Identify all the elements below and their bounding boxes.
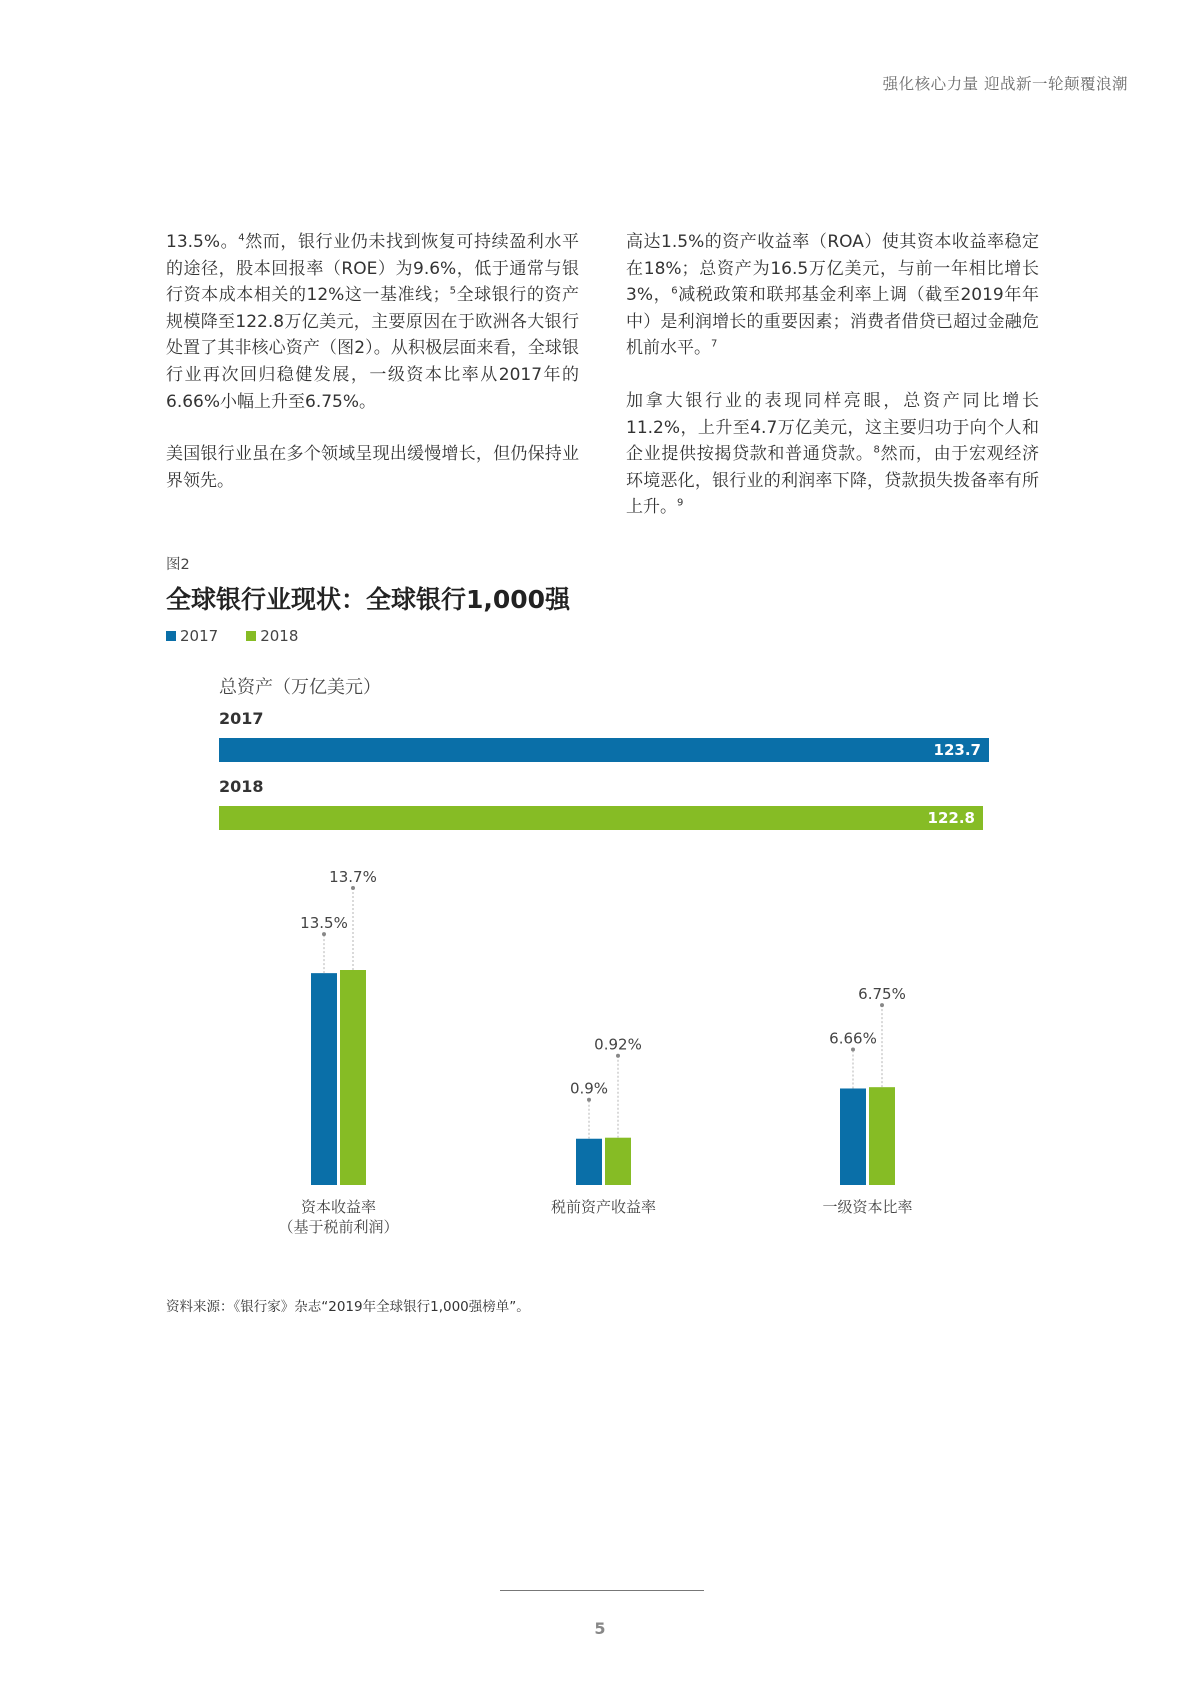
metrics-bar-chart <box>0 860 1200 1240</box>
right-paragraph-2: 加拿大银行业的表现同样亮眼，总资产同比增长11.2%，上升至4.7万亿美元，这主要归功于向个人和企业提供按揭贷款和普通贷款。$^8$然而，由于宏观经济环境恶化，银行业的利润率下降，贷款损失拨备率有所上升。$^9$ <box>626 390 1040 518</box>
footnote-ref[interactable]: 8 <box>873 444 880 456</box>
bar <box>840 1088 866 1185</box>
hbar-category-label: 2017 <box>219 709 264 728</box>
bar-value-label: 123.7 <box>933 741 981 759</box>
page-number: 5 <box>594 1619 606 1638</box>
legend-item-2018: 2018 <box>246 627 298 645</box>
bar <box>340 970 366 1185</box>
category-label: 一级资本比率 <box>822 1198 913 1216</box>
footer-rule <box>500 1590 704 1591</box>
footnote-ref[interactable]: 7 <box>711 338 718 350</box>
left-paragraph-1: 13.5%。$^4$然而，银行业仍未找到恢复可持续盈利水平的途径，股本回报率（ROE）为9.6%，低于通常与银行资本成本相关的12%这一基准线；$^5$全球银行的资产规模降至122.8万亿美元，主要原因在于欧洲各大银行处置了其非核心资产（图2）。从积极层面来看，全球银行业再次回归稳健发展，一级资本比率从2017年的6.66%小幅上升至6.75%。 <box>166 232 580 412</box>
figure-title: 全球银行业现状：全球银行1,000强 <box>166 585 571 614</box>
left-column <box>166 229 579 520</box>
bar-value-label: 122.8 <box>927 809 975 827</box>
bar-value-label: 0.9% <box>569 1079 609 1098</box>
bar <box>869 1087 895 1185</box>
category-label: 税前资产收益率 <box>550 1198 657 1216</box>
legend-item-2017: 2017 <box>166 627 218 645</box>
bar-value-label: 13.7% <box>329 868 377 886</box>
footnote-ref[interactable]: 9 <box>677 497 684 509</box>
leader-dot <box>587 1098 591 1102</box>
left-paragraph-2: 美国银行业虽在多个领域呈现出缓慢增长，但仍保持业界领先。 <box>166 444 579 491</box>
right-column <box>626 229 1039 547</box>
total-assets-chart-title: 总资产（万亿美元） <box>219 677 381 698</box>
bar-value-label: 6.66% <box>829 1029 877 1048</box>
leader-dot <box>322 932 326 936</box>
category-label: 资本收益率 <box>300 1198 377 1216</box>
hbar-category-label: 2018 <box>219 777 264 796</box>
bar-value-label: 0.92% <box>594 1035 642 1054</box>
bar-value-label: 6.75% <box>858 985 906 1004</box>
bar <box>219 806 983 830</box>
bar <box>311 973 337 1185</box>
footnote-ref[interactable]: 6 <box>671 285 678 297</box>
leader-dot <box>851 1047 855 1051</box>
running-header: 强化核心力量 迎战新一轮颠覆浪潮 <box>882 75 1128 93</box>
figure-label: 图2 <box>166 557 190 573</box>
footnote-ref[interactable]: 5 <box>449 285 457 297</box>
bar <box>219 738 989 762</box>
footnote-ref[interactable]: 4 <box>238 232 245 244</box>
legend-swatch-2017 <box>166 631 176 641</box>
leader-dot <box>351 886 355 890</box>
source-note: 资料来源：《银行家》杂志“2019年全球银行1,000强榜单”。 <box>166 1299 530 1315</box>
bar <box>576 1139 602 1185</box>
bar <box>605 1138 631 1185</box>
leader-dot <box>616 1054 620 1058</box>
right-paragraph-1: 高达1.5%的资产收益率（ROA）使其资本收益率稳定在18%；总资产为16.5万亿美元，与前一年相比增长3%，$^6$减税政策和联邦基金利率上调（截至2019年年中）是利润增长的重要因素；消费者借贷已超过金融危机前水平。$^7$ <box>626 232 1039 359</box>
category-label: （基于税前利润） <box>278 1218 399 1236</box>
leader-dot <box>880 1003 884 1007</box>
bar-value-label: 13.5% <box>300 914 348 933</box>
chart-legend <box>166 627 298 645</box>
legend-swatch-2018 <box>246 631 256 641</box>
